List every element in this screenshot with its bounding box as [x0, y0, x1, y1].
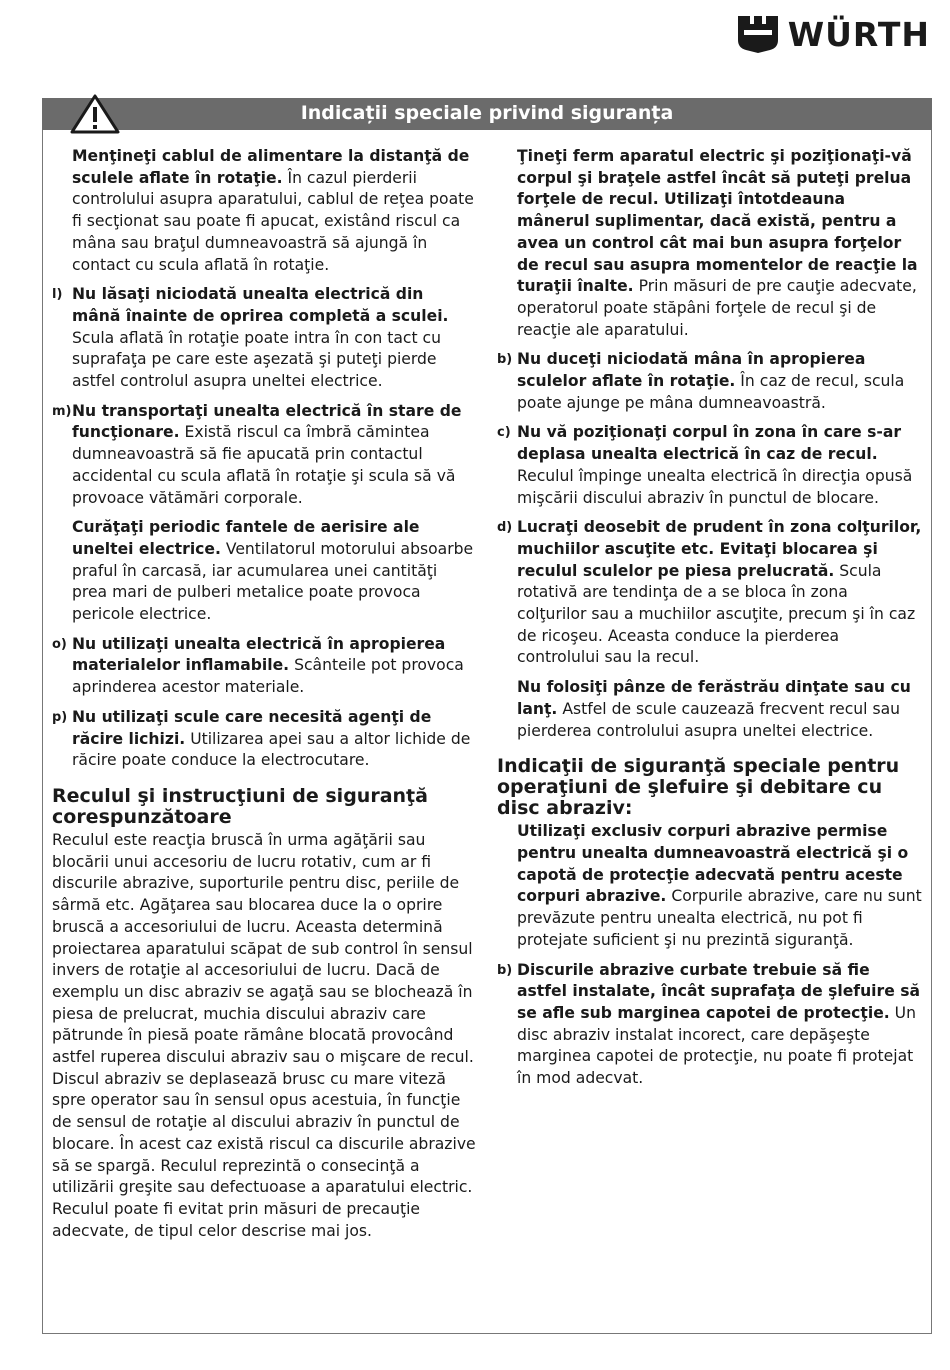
item-bold-text: Nu duceţi niciodată mâna în apropierea sculelor aflate în rotaţie.: [517, 350, 866, 391]
item-label: o): [52, 636, 67, 652]
item-bold-text: Nu utilizaţi unealta electrică în apropierea materialelor inflamabile.: [72, 634, 446, 675]
item-text: Scânteile pot provoca aprinderea acestor materiale.: [72, 656, 464, 697]
item-text: Utilizarea apei sau a altor lichide de răcire poate conduce la electrocutare.: [72, 729, 471, 770]
brand-name: WÜRTH: [787, 14, 930, 54]
instruction-item-e: [497, 677, 922, 742]
instruction-item-n: [52, 517, 477, 626]
item-text: În cazul pierderii controlului asupra aparatului, cablul de reţea poate fi secţionat sau poate fi apucat, existând riscul ca mâna sau braţul dumneavoastră să ajungă în contact cu scula aflată în rotaţie.: [72, 168, 474, 274]
item-bold-text: Curăţaţi periodic fantele de aerisire ale uneltei electrice.: [72, 518, 420, 558]
item-label: d): [497, 520, 513, 536]
item-text: Prin măsuri de pre cauţie adecvate, operatorul poate stăpâni forţele de recul şi de reacţie ale aparatului.: [517, 277, 917, 339]
item-text: Scula aflată în rotaţie poate intra în con tact cu suprafaţa pe care este aşezată şi puteţi pierde astfel controlul asupra uneltei electrice.: [72, 328, 442, 391]
instruction-item-o: [52, 634, 477, 699]
item-text: Scula rotativă are tendinţa de a se bloca în zona colţurilor sau a muchiilor ascuţite, precum şi în caz de ricoşeu. Aceasta conduce la pierderea controlului sau la recul.: [517, 561, 916, 667]
item-bold-text: Nu vă poziţionaţi corpul în zona în care s-ar deplasa unealta electrică în caz de recul.: [517, 423, 902, 464]
section-title: Indicații speciale privind siguranța: [300, 102, 674, 124]
item-text: Există riscul ca îmbră cămintea dumneavoastră să fie apucată prin contactul accidental cu scula aflată în rotaţie şi scula să vă provoace vătămări corporale.: [72, 423, 456, 507]
item-text: Astfel de scule cauzează frecvent recul sau pierderea controlului asupra uneltei electrice.: [517, 699, 901, 740]
item-text: Ventilatorul motorului absoarbe praful în carcasă, iar acumularea unei cantităţi prea mari de pulberi metalice poate provoca pericole electrice.: [72, 539, 474, 624]
instruction-item-d: [497, 517, 922, 669]
item-bold-text: Ţineţi ferm aparatul electric şi poziţionaţi-vă corpul şi braţele astfel încât să puteţi prelua forţele de recul. Utilizaţi întotdeauna mânerul suplimentar, dacă există, pentru a avea un control cât mai bun asupra forţelor de recul sau asupra momentelor de reacţie la turaţii înalte.: [517, 147, 918, 296]
item-text: În caz de recul, scula poate ajunge pe mâna dumneavoastră.: [517, 372, 905, 412]
item-label: p): [52, 709, 68, 725]
left-column: [52, 146, 477, 1242]
instruction-item-abrasive-a: [497, 821, 922, 951]
instruction-item-l: [52, 284, 477, 393]
instruction-item-p: [52, 707, 477, 772]
item-label: c): [497, 425, 511, 441]
instruction-item-abrasive-b: [497, 960, 922, 1090]
item-text: Un disc abraziv instalat incorect, care depăşeşte marginea capotei de protecţie, nu poate fi protejat în mod adecvat.: [517, 1003, 916, 1088]
item-label: m): [52, 403, 72, 419]
instruction-item-c: [497, 422, 922, 509]
instruction-item-b: [497, 349, 922, 414]
instruction-item-k: [52, 146, 477, 276]
item-bold-text: Discurile abrazive curbate trebuie să fie astfel instalate, încât suprafaţa de şlefuire să se afle sub marginea capotei de protecţie.: [517, 960, 921, 1022]
item-text: Reculul împinge unealta electrică în direcţia opusă mişcării discului abraziv în punctul de blocare.: [517, 466, 913, 507]
item-bold-text: Lucraţi deosebit de prudent în zona colţurilor, muchiilor ascuţite etc. Evitaţi blocarea şi reculul sculelor pe piesa prelucrată.: [517, 518, 922, 580]
item-label: b): [497, 962, 513, 978]
right-column: [497, 146, 922, 1098]
item-bold-text: Menţineţi cablul de alimentare la distanţă de sculele aflate în rotaţie.: [72, 147, 470, 187]
brand-logo: [736, 14, 930, 54]
item-bold-text: Nu utilizaţi scule care necesită agenţi de răcire lichizi.: [72, 707, 432, 748]
item-bold-text: Utilizaţi exclusiv corpuri abrazive permise pentru unealta dumneavoastră electrică şi o capotă de protecţie adecvată pentru aceste corpuri abrazive.: [517, 822, 909, 906]
wurth-logo-icon: [736, 14, 780, 54]
item-bold-text: Nu folosiţi pânze de ferăstrău dinţate sau cu lanţ.: [517, 678, 911, 718]
item-text: Corpurile abrazive, care nu sunt prevăzute pentru unealta electrică, nu pot fi protejate suficient şi nu prezintă siguranţă.: [517, 887, 922, 949]
item-label: b): [497, 352, 513, 368]
abrasive-heading: Indicaţii de siguranţă speciale pentru operaţiuni de şlefuire şi debitare cu disc abraziv:: [497, 755, 900, 820]
instruction-item-a: [497, 146, 922, 341]
warning-triangle-icon: [70, 94, 120, 134]
kickback-paragraph: Reculul este reacţia bruscă în urma agăţării sau blocării unui accesoriu de lucru rotativ, cum ar fi discurile abrazive, suporturile pentru disc, periile de sârmă etc. Agăţarea sau blocarea duce la o oprire bruscă a accesoriului de lucru. Aceasta determină proiectarea aparatului scăpat de sub control în sensul invers de rotaţie al accesoriului de lucru. Dacă de exemplu un disc abraziv se agaţă sau se blochează în piesa de prelucrat, muchia discului abraziv care pătrunde în piesă poate rămâne blocată provocând astfel ruperea discului abraziv sau o mişcare de recul. Discul abraziv se deplasează brusc cu mare viteză spre operator sau în sensul opus acestuia, în funcţie de sensul de rotaţie al discului abraziv în punctul de blocare. În acest caz există riscul ca discurile abrazive să se spargă. Reculul reprezintă o consecinţă a utilizării greşite sau defectuoase a aparatului electric. Reculul poate fi evitat prin măsuri de precauţie adecvate, de tipul celor descrise mai jos.: [52, 830, 476, 1240]
item-label: l): [52, 287, 63, 303]
kickback-heading: Reculul şi instrucţiuni de siguranţă corespunzătoare: [52, 784, 428, 828]
section-header-bar: [42, 98, 932, 130]
item-bold-text: Nu transportaţi unealta electrică în stare de funcţionare.: [72, 401, 462, 442]
item-bold-text: Nu lăsaţi niciodată unealta electrică din mână înainte de oprirea completă a sculei.: [72, 285, 449, 325]
instruction-item-m: [52, 401, 477, 510]
